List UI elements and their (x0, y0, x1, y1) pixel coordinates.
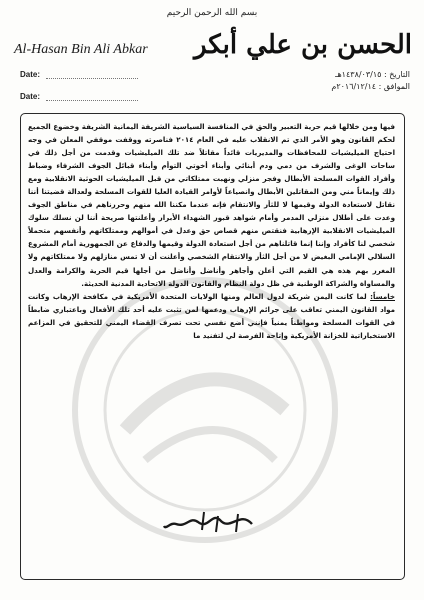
arabic-muwafiq-row (290, 82, 410, 91)
section-heading-fifth: خامساً: (370, 291, 395, 301)
body-paragraph-2 (28, 290, 395, 342)
arabic-date-value: ١٤٣٨/٠٣/١٥هـ (335, 70, 382, 79)
basmala-calligraphy: بسم الله الرحمن الرحيم (166, 8, 258, 18)
date-line-2 (46, 100, 138, 101)
arabic-date-label: التاريخ : (383, 70, 410, 79)
signature-icon (160, 502, 260, 542)
body-paragraph-1: فيها ومن خلالها قيم حرية التعبير والحق في المنافسة السياسية الشريفة اليمانية الشريفة وخضوع الجميع لحكم القانون وهو الأمر الذي تم الانقلاب عليه في العام ٢٠١٤ فناصرته ووقفت موقفي المعلن في وجه احتياج الميليشيات للمحافظات والمديريات قائداً مقاتلاً ضد تلك الميليشيات وقدمت من أجل ذلك في ساحات الوغى والشرف من دمي ودم أبنائي وأبناء أخوتي التوأم وأبناء قبائل الجوف الشرفاء وضباط وأفراد القوات المسلحة الأبطال وفجر منزلي ونهبت ممتلكاتي من قبل الميليشيات الحوثية الانقلابية ومع ذلك وإيماناً مني ومن المقاتلين الأبطال وانصياعاً لأوامر القيادة العليا للقوات المسلحة ولعدالة قضيتنا أننا نقاتل لاستعادة الدولة وقيمها لا للثأر والانتقام فإنه عندما مكننا الله منهم وحررناهم في مناطق الجوف وعدت على أطلال منزلي المدمر وأمام شواهد قبور الشهداء الأبرار وأعلنتها صريحة أننا لن نسلك سلوك الميليشيات الانقلابية الإرهابية فنقتص منهم قصاص حق وعدل في أموالهم وممتلكاتهم وأنفسهم متحملاً شخصي لنا كأفراد وإننا إنما قاتلناهم من أجل استعادة الدولة وقيمها والدفاع عن الجمهورية أمام المشروع السلالي الإمامي البغيض لا من أجل الثأر والانتقام الشخصي وأعلنت أن لا تمس منازلهم ولا ممتلكاتهم ولا المغرر بهم هذه هي القيم التي أعلن وأجاهر وأناضل وأناضل من أجلها قيم الحرية والكرامة والعدل والمساواة والشراكة الوطنية في ظل دولة النظام والقانون الدولة الاتحادية المدنية الحديثة. (28, 122, 395, 288)
arabic-muwafiq-label: الموافق : (378, 82, 410, 91)
letterhead-arabic-name: الحسن بن علي أبكر (193, 30, 412, 60)
section-fifth-text: لما كانت اليمن شريكة لدول العالم ومنها الولايات المتحدة الأمريكية في مكافحة الإرهاب وكانت مواد القانون اليمني تعاقب على جرائم الإرهاب ودعمها لمن تثبت عليه أحد تلك الأفعال وباعتباري ضابطاً في القوات المسلحة ومواطناً يمنياً فإنني أضع نفسي تحت تصرف القضاء اليمني للتحقيق في المزاعم الاستخباراتية للخزانة الأمريكية وإتاحة الفرصة لي لتفنيد ما (28, 291, 395, 340)
date-line-1 (46, 78, 138, 79)
arabic-muwafiq-value: ٢٠١٦/١٢/١٤م (331, 82, 377, 91)
date-label-2: Date: (20, 92, 41, 101)
date-label-1: Date: (20, 70, 41, 79)
letter-body (28, 120, 395, 342)
letterhead-english-name: Al-Hasan Bin Ali Abkar (14, 42, 148, 57)
arabic-date-row (290, 70, 410, 79)
